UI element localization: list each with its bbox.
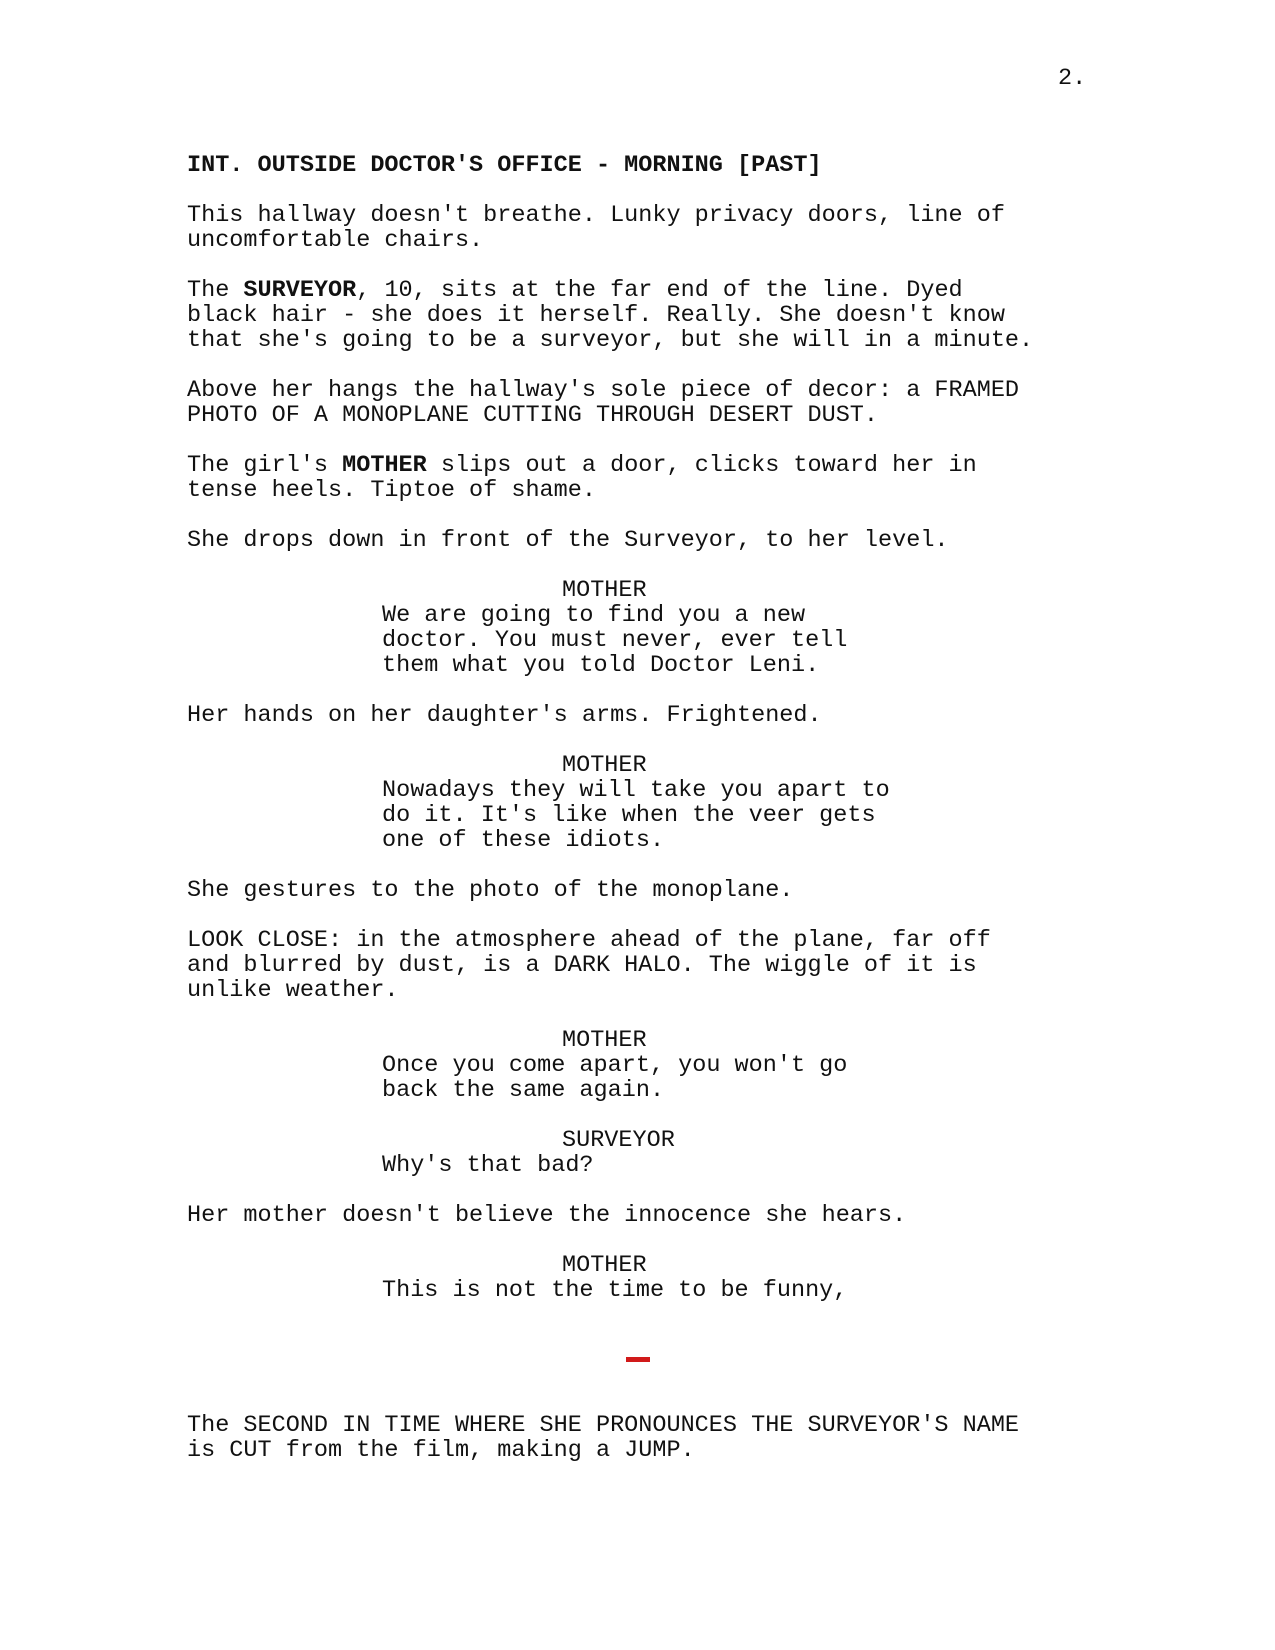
dialogue-line: We are going to find you a new	[382, 602, 806, 629]
action-line: and blurred by dust, is a DARK HALO. The wiggle of it is	[187, 952, 977, 979]
action-text: The	[187, 277, 244, 304]
action-line: LOOK CLOSE: in the atmosphere ahead of the plane, far off	[187, 927, 991, 954]
action-line: that she's going to be a surveyor, but she will in a minute.	[187, 327, 1034, 354]
action-text: slips out a door, clicks toward her in	[426, 452, 977, 479]
action-text: The girl's	[187, 452, 343, 479]
action-line: tense heels. Tiptoe of shame.	[187, 477, 596, 504]
action-line: is CUT from the film, making a JUMP.	[187, 1437, 695, 1464]
action-line: black hair - she does it herself. Really. She doesn't know	[187, 302, 1005, 329]
action-text: , 10, sits at the far end of the line. Dyed	[356, 277, 963, 304]
action-line	[187, 278, 963, 303]
action-line: She gestures to the photo of the monoplane.	[187, 877, 794, 904]
dialogue-line: Once you come apart, you won't go	[382, 1052, 848, 1079]
action-line: The SECOND IN TIME WHERE SHE PRONOUNCES THE SURVEYOR'S NAME	[187, 1412, 1020, 1439]
dialogue-line: back the same again.	[382, 1077, 665, 1104]
action-line: Above her hangs the hallway's sole piece of decor: a FRAMED	[187, 377, 1020, 404]
character-intro-surveyor: SURVEYOR	[243, 277, 357, 304]
action-line: Her mother doesn't believe the innocence she hears.	[187, 1202, 907, 1229]
dialogue-line: Why's that bad?	[382, 1152, 594, 1179]
character-cue: MOTHER	[562, 1252, 647, 1279]
dialogue-line: This is not the time to be funny,	[382, 1277, 848, 1304]
action-line: Her hands on her daughter's arms. Frightened.	[187, 702, 822, 729]
action-line: uncomfortable chairs.	[187, 227, 484, 254]
character-cue: MOTHER	[562, 1027, 647, 1054]
character-cue: MOTHER	[562, 577, 647, 604]
page-number: 2.	[1058, 65, 1087, 92]
dialogue-line: doctor. You must never, ever tell	[382, 627, 848, 654]
character-cue: SURVEYOR	[562, 1127, 675, 1154]
action-line: PHOTO OF A MONOPLANE CUTTING THROUGH DESERT DUST.	[187, 402, 879, 429]
action-line: This hallway doesn't breathe. Lunky privacy doors, line of	[187, 202, 1005, 229]
dialogue-line: do it. It's like when the veer gets	[382, 802, 876, 829]
action-line: She drops down in front of the Surveyor, to her level.	[187, 527, 949, 554]
character-cue: MOTHER	[562, 752, 647, 779]
scene-heading: INT. OUTSIDE DOCTOR'S OFFICE - MORNING [PAST]	[187, 152, 822, 179]
dialogue-line: one of these idiots.	[382, 827, 665, 854]
character-intro-mother: MOTHER	[342, 452, 427, 479]
dialogue-line: them what you told Doctor Leni.	[382, 652, 820, 679]
red-cut-marker	[626, 1357, 650, 1362]
action-line	[187, 453, 977, 478]
action-line: unlike weather.	[187, 977, 399, 1004]
dialogue-line: Nowadays they will take you apart to	[382, 777, 890, 804]
